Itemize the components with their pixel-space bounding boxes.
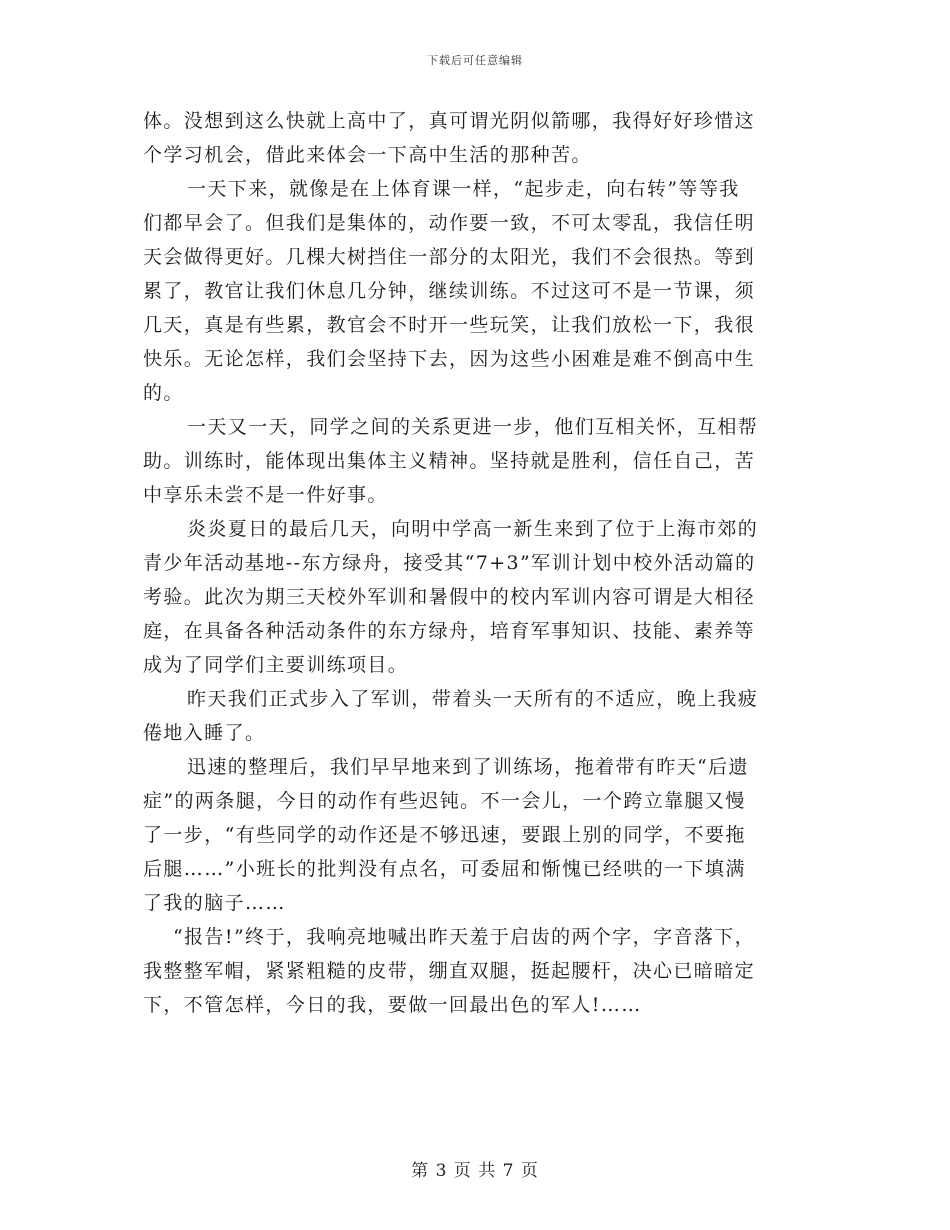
text-line: 我整整军帽，紧紧粗糙的皮带，绷直双腿，挺起腰杆，决心已暗暗定 (143, 960, 756, 982)
text-line: 青少年活动基地--东方绿舟，接受其“7+3”军训计划中校外活动篇的 (143, 552, 756, 574)
document-body (143, 104, 833, 1022)
text-line: 个学习机会，借此来体会一下高中生活的那种苦。 (143, 144, 592, 166)
text-line: 体。没想到这么快就上高中了，真可谓光阴似箭哪，我得好好珍惜这 (143, 110, 756, 132)
text-line: 中享乐未尝不是一件好事。 (143, 484, 388, 506)
text-line: 快乐。无论怎样，我们会坚持下去，因为这些小困难是难不倒高中生 (143, 348, 756, 370)
paragraph (143, 682, 833, 750)
text-line: 后腿……”小班长的批判没有点名，可委屈和惭愧已经哄的一下填满 (143, 858, 746, 880)
text-line: 的。 (143, 382, 184, 404)
page-number: 第 3 页 共 7 页 (411, 1161, 539, 1181)
paragraph (143, 920, 833, 1022)
text-line: 一天又一天，同学之间的关系更进一步，他们互相关怀，互相帮 (187, 416, 759, 438)
text-line: 累了，教官让我们休息几分钟，继续训练。不过这可不是一节课，须 (143, 280, 756, 302)
text-line: 庭，在具备各种活动条件的东方绿舟，培育军事知识、技能、素养等 (143, 620, 756, 642)
text-line: “报告!”终于，我响亮地喊出昨天羞于启齿的两个字，字音落下， (173, 926, 756, 948)
paragraph (143, 512, 833, 682)
text-line: 助。训练时，能体现出集体主义精神。坚持就是胜利，信任自己，苦 (143, 450, 756, 472)
paragraph (143, 104, 833, 172)
text-line: 了一步，“有些同学的动作还是不够迅速，要跟上别的同学，不要拖 (143, 824, 746, 846)
page-header: 下载后可任意编辑 (427, 54, 523, 67)
text-line: 倦地入睡了。 (143, 722, 266, 744)
text-line: 症”的两条腿，今日的动作有些迟钝。不一会儿，一个跨立靠腿又慢 (143, 790, 746, 812)
text-line: 了我的脑子…… (143, 892, 286, 914)
text-line: 下，不管怎样，今日的我，要做一回最出色的军人!…… (143, 994, 642, 1016)
text-line: 一天下来，就像是在上体育课一样，“起步走，向右转”等等我 (187, 178, 740, 200)
text-line: 几天，真是有些累，教官会不时开一些玩笑，让我们放松一下，我很 (143, 314, 756, 336)
text-line: 昨天我们正式步入了军训，带着头一天所有的不适应，晚上我疲 (187, 688, 759, 710)
text-line: 迅速的整理后，我们早早地来到了训练场，拖着带有昨天“后遗 (187, 756, 749, 778)
paragraph (143, 172, 833, 410)
paragraph (143, 410, 833, 512)
text-line: 们都早会了。但我们是集体的，动作要一致，不可太零乱，我信任明 (143, 212, 756, 234)
text-line: 成为了同学们主要训练项目。 (143, 654, 409, 676)
text-line: 炎炎夏日的最后几天，向明中学高一新生来到了位于上海市郊的 (187, 518, 759, 540)
text-line: 考验。此次为期三天校外军训和暑假中的校内军训内容可谓是大相径 (143, 586, 756, 608)
paragraph (143, 750, 833, 920)
text-line: 天会做得更好。几棵大树挡住一部分的太阳光，我们不会很热。等到 (143, 246, 756, 268)
